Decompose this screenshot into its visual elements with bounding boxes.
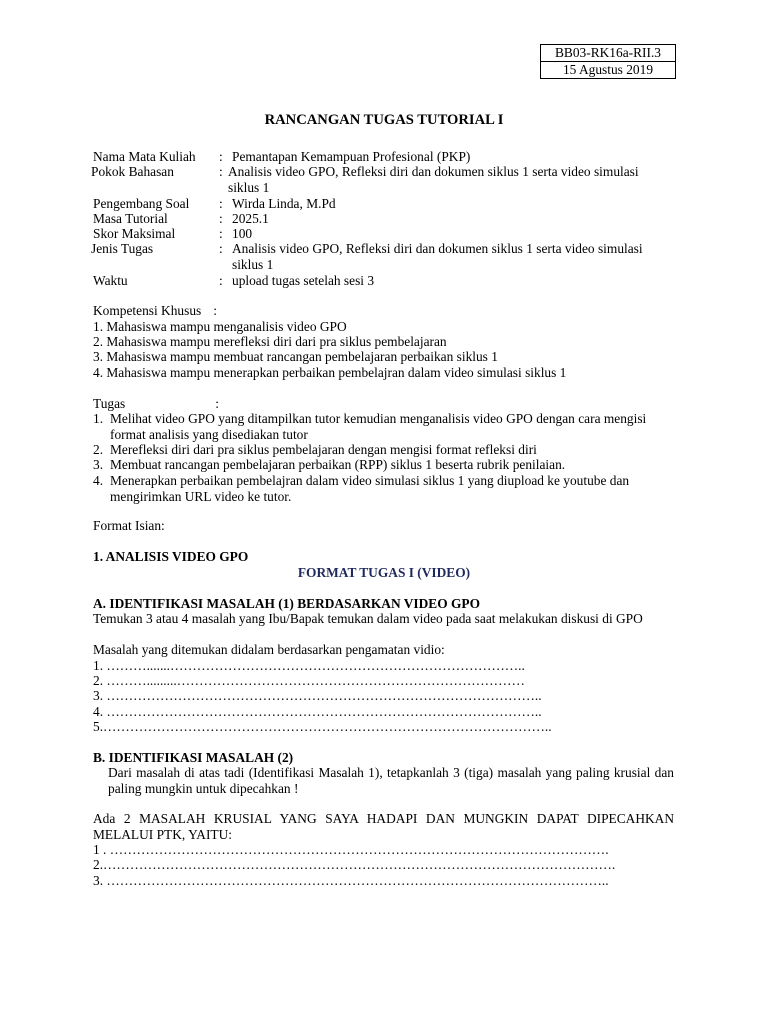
section-b-statement: Ada 2 MASALAH KRUSIAL YANG SAYA HADAPI DAN MUNGKIN DAPAT DIPECAHKAN MELALUI PTK, YAITU: <box>93 811 674 842</box>
tugas-item-number: 2. <box>93 442 104 457</box>
document-code: BB03-RK16a-RII.3 <box>541 45 675 62</box>
kompetensi-colon: : <box>213 303 217 318</box>
kompetensi-item: 1. Mahasiswa mampu menganalisis video GPO <box>93 319 347 334</box>
tugas-heading-text: Tugas <box>93 396 126 411</box>
field-label: Pokok Bahasan <box>91 164 174 179</box>
answer-line: 3. ………………………………………………………………………………………………….. <box>93 873 609 888</box>
page-title: RANCANGAN TUGAS TUTORIAL I <box>264 112 504 128</box>
field-colon: : <box>219 164 223 179</box>
document-date: 15 Agustus 2019 <box>562 62 654 77</box>
section-a-intro: Temukan 3 atau 4 masalah yang Ibu/Bapak temukan dalam video pada saat melakukan diskusi di GPO <box>93 611 643 626</box>
section-b-intro: Dari masalah di atas tadi (Identifikasi Masalah 1), tetapkanlah 3 (tiga) masalah yang paling krusial dan paling mungkin untuk dipecahkan ! <box>108 765 674 796</box>
field-value: 2025.1 <box>232 211 269 226</box>
section-b-heading: B. IDENTIFIKASI MASALAH (2) <box>93 750 294 765</box>
field-colon: : <box>219 273 223 288</box>
tugas-item <box>93 473 673 505</box>
tugas-item-number: 4. <box>93 473 104 488</box>
kompetensi-heading <box>93 303 217 319</box>
section-a-subtext: Masalah yang ditemukan didalam berdasarkan pengamatan vidio: <box>93 642 445 657</box>
tugas-colon: : <box>215 396 219 411</box>
field-colon: : <box>219 211 223 226</box>
field-value: upload tugas setelah sesi 3 <box>232 273 375 288</box>
tugas-item-number: 1. <box>93 411 104 426</box>
field-colon: : <box>219 196 223 211</box>
answer-line: 2.……………………………………………………………………………………………………. <box>93 857 616 872</box>
answer-line: 1. ……….......…………………………………………………………………….. <box>93 658 525 673</box>
tugas-item <box>93 411 673 443</box>
field-value: Analisis video GPO, Refleksi diri dan dokumen siklus 1 serta video simulasi siklus 1 <box>228 164 639 195</box>
answer-line: 2. ……….........…………………………………………………………………… <box>93 673 525 688</box>
tugas-item-text: Melihat video GPO yang ditampilkan tutor kemudian menganalisis video GPO dengan cara mengisi format analisis yang disediakan tutor <box>110 411 647 442</box>
kompetensi-item: 2. Mahasiswa mampu merefleksi diri dari pra siklus pembelajaran <box>93 334 447 349</box>
tugas-item-text: Membuat rancangan pembelajaran perbaikan (RPP) siklus 1 beserta rubrik penilaian. <box>110 457 566 472</box>
format-isian-label: Format Isian: <box>93 518 165 533</box>
field-label: Pengembang Soal <box>93 196 190 211</box>
field-skor-maksimal <box>93 226 673 242</box>
field-colon: : <box>219 226 223 241</box>
document-code-box <box>540 44 676 79</box>
field-masa-tutorial <box>93 211 673 227</box>
section-a-heading: A. IDENTIFIKASI MASALAH (1) BERDASARKAN VIDEO GPO <box>93 596 481 611</box>
answer-line: 1 . …………………………………………………………………………………………………. <box>93 842 609 857</box>
field-value: Pemantapan Kemampuan Profesional (PKP) <box>232 149 471 164</box>
kompetensi-item: 3. Mahasiswa mampu membuat rancangan pembelajaran perbaikan siklus 1 <box>93 349 498 364</box>
field-colon: : <box>219 149 223 164</box>
field-mata-kuliah <box>93 149 673 165</box>
field-label: Jenis Tugas <box>91 241 154 256</box>
kompetensi-item: 4. Mahasiswa mampu menerapkan perbaikan pembelajran dalam video simulasi siklus 1 <box>93 365 567 380</box>
kompetensi-heading-text: Kompetensi Khusus <box>93 303 202 318</box>
answer-line: 5.……………………………………………………………………………………….. <box>93 719 552 734</box>
section-1-heading: 1. ANALISIS VIDEO GPO <box>93 549 249 564</box>
field-value: Wirda Linda, M.Pd <box>232 196 336 211</box>
answer-line: 4. …………………………………………………………………………………….. <box>93 704 542 719</box>
field-colon: : <box>219 241 223 256</box>
field-value: Analisis video GPO, Refleksi diri dan dokumen siklus 1 serta video simulasi siklus 1 <box>232 241 643 272</box>
answer-line: 3. …………………………………………………………………………………….. <box>93 688 542 703</box>
field-pokok-bahasan <box>91 164 673 196</box>
field-value: 100 <box>232 226 253 241</box>
format-tugas-heading: FORMAT TUGAS I (VIDEO) <box>297 565 471 580</box>
tugas-item-number: 3. <box>93 457 104 472</box>
tugas-item <box>93 457 673 473</box>
tugas-item-text: Menerapkan perbaikan pembelajran dalam video simulasi siklus 1 yang diupload ke youtube dan mengirimkan URL video ke tutor. <box>110 473 630 504</box>
tugas-item <box>93 442 673 458</box>
field-label: Skor Maksimal <box>93 226 176 241</box>
field-jenis-tugas <box>91 241 673 273</box>
field-pengembang-soal <box>93 196 673 212</box>
field-waktu <box>93 273 673 289</box>
field-label: Waktu <box>93 273 128 288</box>
tugas-heading <box>93 396 219 412</box>
field-label: Nama Mata Kuliah <box>93 149 196 164</box>
tugas-item-text: Merefleksi diri dari pra siklus pembelajaran dengan mengisi format refleksi diri <box>110 442 537 457</box>
field-label: Masa Tutorial <box>93 211 168 226</box>
